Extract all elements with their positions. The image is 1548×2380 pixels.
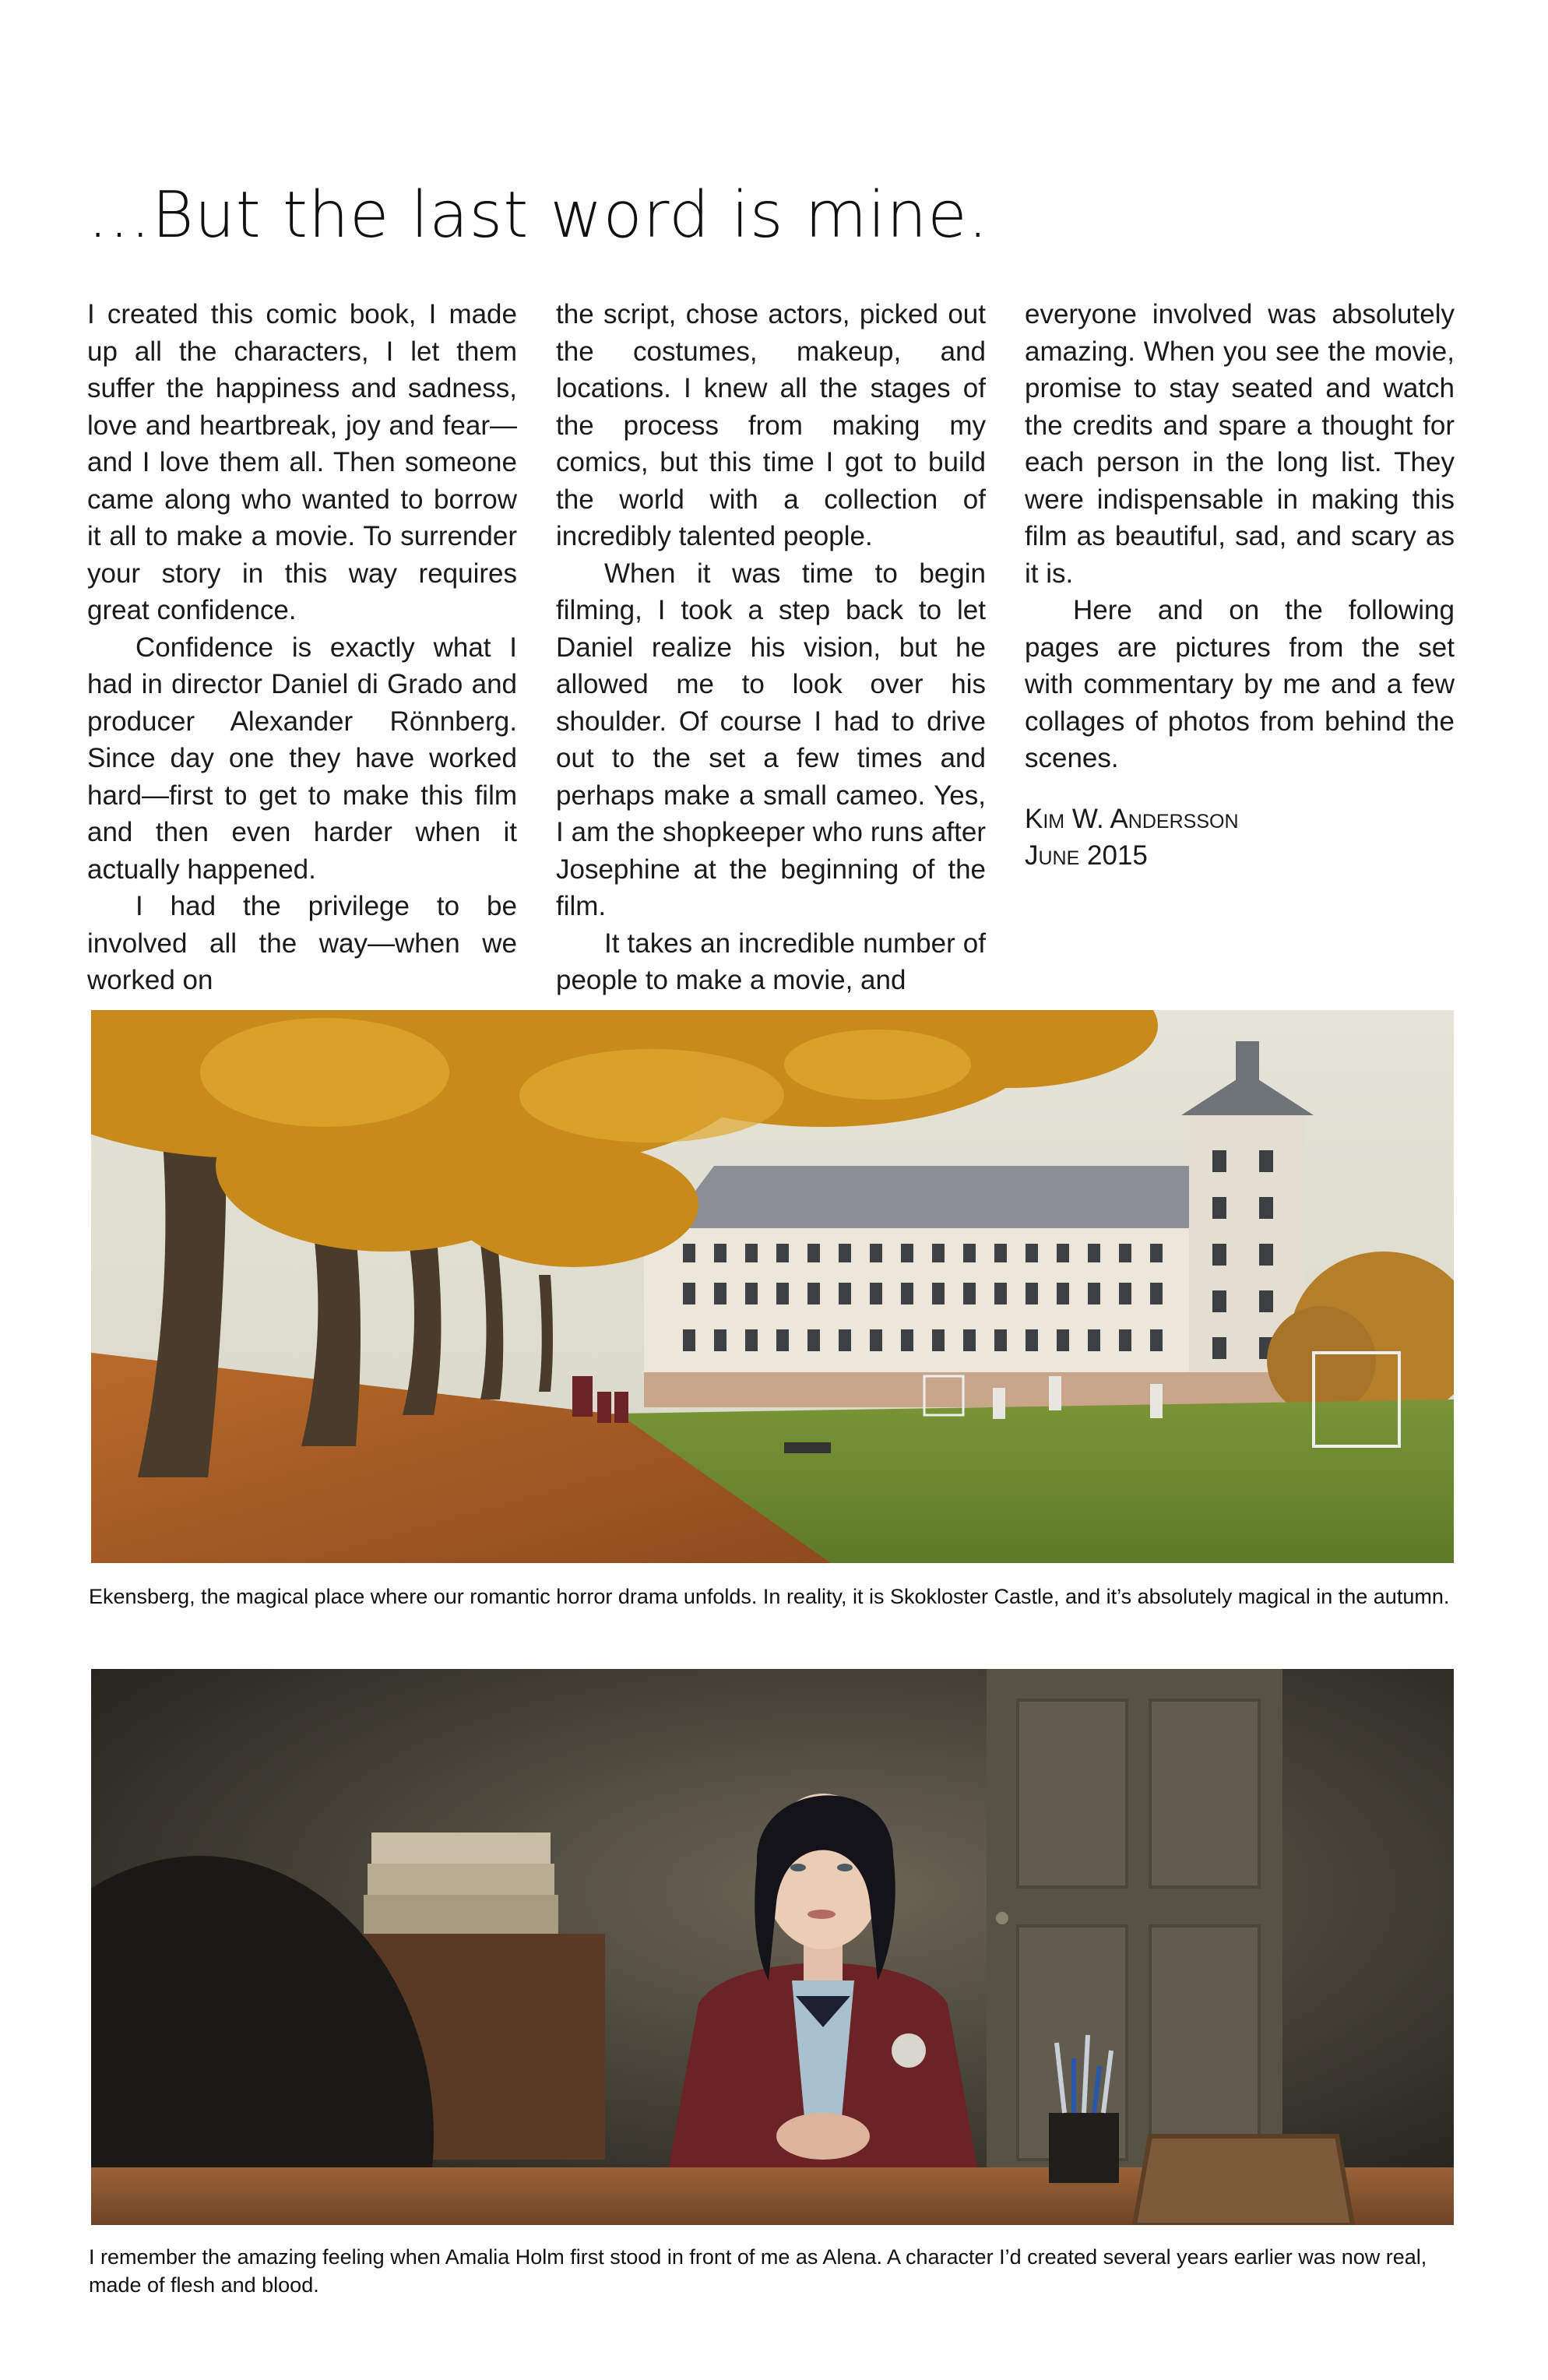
article-body xyxy=(87,296,1454,999)
signature xyxy=(1025,801,1455,874)
column-3 xyxy=(1025,296,1455,999)
portrait-photo xyxy=(91,1669,1454,2225)
castle-photo-image xyxy=(91,1010,1454,1563)
paragraph: Confidence is exactly what I had in director Daniel di Grado and producer Alexander Rönnberg. Since day one they have worked hard—first to get to make this film and then even harder when it actually happened. xyxy=(87,632,517,885)
paragraph: I created this comic book, I made up all the characters, I let them suffer the happiness and sadness, love and heartbreak, joy and fear—and I love them all. Then someone came along who wanted to borrow it all to make a movie. To surrender your story in this way requires great confidence. xyxy=(87,299,517,625)
paragraph: It takes an incredible number of people to make a movie, and xyxy=(556,928,986,995)
castle-photo-caption: Ekensberg, the magical place where our romantic horror drama unfolds. In reality, it is Skokloster Castle, and it’s absolutely magical in the autumn. xyxy=(89,1585,1450,1608)
page-title: …But the last word is mine. xyxy=(87,178,989,252)
paragraph: Here and on the following pages are pictures from the set with commentary by me and a few collages of photos from behind the scenes. xyxy=(1025,595,1455,773)
castle-photo xyxy=(91,1010,1454,1563)
portrait-photo-image xyxy=(91,1669,1454,2225)
column-2 xyxy=(556,296,986,999)
portrait-photo-caption: I remember the amazing feeling when Amalia Holm first stood in front of me as Alena. A character I’d created several years earlier was now real, made of flesh and blood. xyxy=(89,2245,1427,2297)
column-1 xyxy=(87,296,517,999)
paragraph: I had the privilege to be involved all the way—when we worked on xyxy=(87,891,517,995)
signature-date: June 2015 xyxy=(1025,840,1148,871)
paragraph: the script, chose actors, picked out the costumes, makeup, and locations. I knew all the stages of the process from making my comics, but this time I got to build the world with a collection of incredibly talented people. xyxy=(556,299,986,551)
author-name: Kim W. Andersson xyxy=(1025,803,1239,834)
paragraph: everyone involved was absolutely amazing. When you see the movie, promise to stay seated and watch the credits and spare a thought for each person in the long list. They were indispensable in making this film as beautiful, sad, and scary as it is. xyxy=(1025,299,1455,589)
paragraph: When it was time to begin filming, I took a step back to let Daniel realize his vision, but he allowed me to look over his shoulder. Of course I had to drive out to the set a few times and perhaps make a small cameo. Yes, I am the shopkeeper who runs after Josephine at the beginning of the film. xyxy=(556,558,986,921)
